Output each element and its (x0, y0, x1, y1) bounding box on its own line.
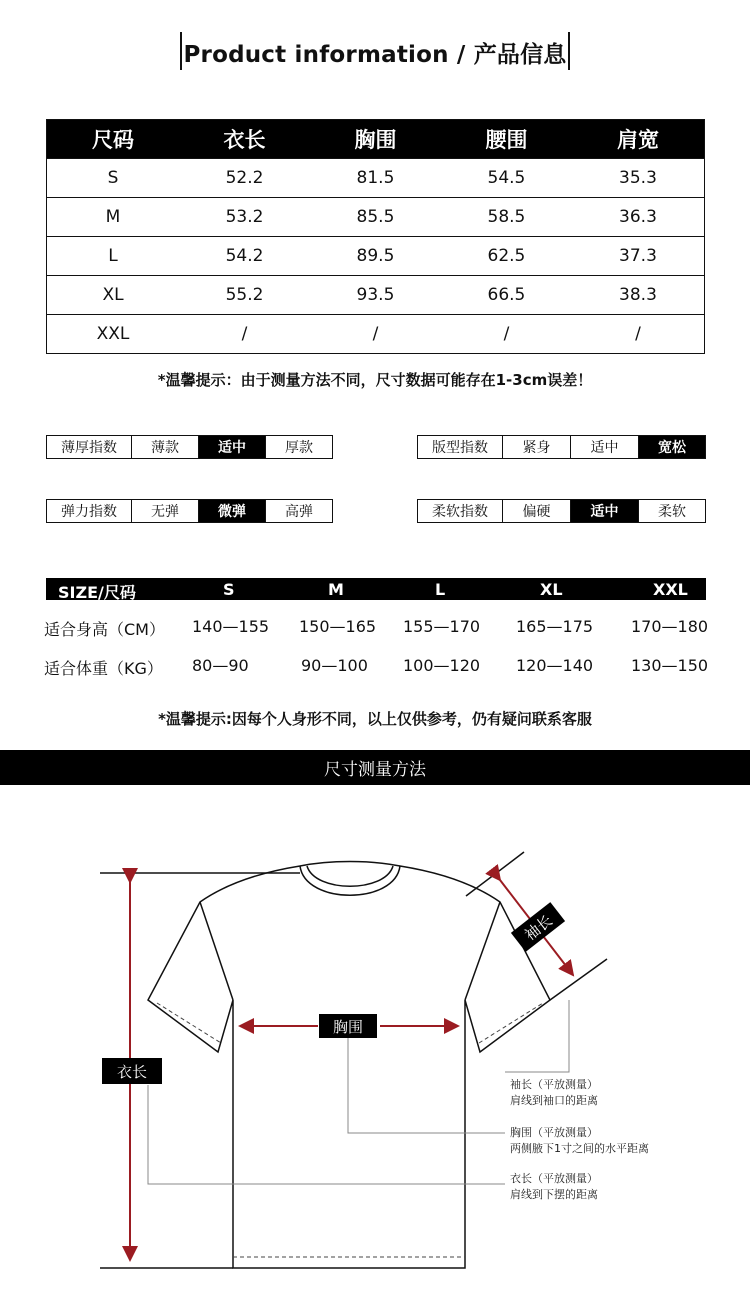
table-row (47, 315, 705, 354)
index-option: 适中 (198, 436, 265, 458)
index-option: 无弹 (131, 500, 198, 522)
fit-cell: 150—165 (299, 617, 377, 636)
fit-cell: 170—180 (631, 617, 709, 636)
legend-length (510, 1171, 598, 1203)
table-cell: 93.5 (310, 276, 441, 315)
stitch-lines (157, 1003, 543, 1257)
index-option: 适中 (570, 436, 638, 458)
fit-table-header (46, 578, 706, 600)
length-label: 衣长 (102, 1058, 162, 1084)
fit-header-cell: XXL (653, 580, 688, 599)
index-option: 偏硬 (502, 500, 570, 522)
index-label: 薄厚指数 (61, 440, 117, 456)
legend-chest (510, 1125, 649, 1157)
table-cell: 54.2 (179, 237, 310, 276)
legend-desc: 肩线到下摆的距离 (510, 1188, 598, 1201)
page-title: Product information / 产品信息 (183, 42, 567, 68)
table-row (47, 237, 705, 276)
chest-label: 胸围 (319, 1014, 377, 1038)
table-cell: 55.2 (179, 276, 310, 315)
table-cell: / (572, 315, 705, 354)
header-length: 衣长 (179, 120, 310, 159)
table-cell: / (179, 315, 310, 354)
legend-sleeve (510, 1077, 598, 1109)
size-table (46, 119, 705, 354)
fit-header-cell: S (223, 580, 235, 599)
table-cell: 52.2 (179, 159, 310, 198)
table-cell: 38.3 (572, 276, 705, 315)
elasticity-index (46, 499, 333, 523)
header-size: 尺码 (47, 120, 180, 159)
index-option: 高弹 (265, 500, 332, 522)
index-label: 版型指数 (432, 440, 488, 456)
index-option: 薄款 (131, 436, 198, 458)
index-option: 厚款 (265, 436, 332, 458)
sleeve-label: 袖长 (511, 902, 565, 952)
table-row (47, 159, 705, 198)
table-cell: 89.5 (310, 237, 441, 276)
header-shoulder: 肩宽 (572, 120, 705, 159)
measurement-section-banner: 尺寸测量方法 (0, 750, 750, 785)
title-right-bar (568, 32, 570, 70)
fit-cell: 120—140 (516, 656, 594, 675)
table-cell: S (47, 159, 180, 198)
index-option: 柔软 (638, 500, 705, 522)
fit-index (417, 435, 706, 459)
table-cell: / (441, 315, 572, 354)
table-cell: 62.5 (441, 237, 572, 276)
fit-note: *温馨提示:因每个人身形不同，以上仅供参考，仍有疑问联系客服 (158, 710, 592, 728)
softness-index (417, 499, 706, 523)
legend-desc: 两侧腋下1寸之间的水平距离 (510, 1142, 649, 1155)
table-cell: 36.3 (572, 198, 705, 237)
table-row (47, 276, 705, 315)
fit-cell: 155—170 (403, 617, 481, 636)
table-cell: 85.5 (310, 198, 441, 237)
fit-row-label: 适合体重（KG） (44, 659, 163, 678)
table-cell: 53.2 (179, 198, 310, 237)
index-option: 紧身 (502, 436, 570, 458)
index-option: 微弹 (198, 500, 265, 522)
table-cell: 66.5 (441, 276, 572, 315)
fit-cell: 140—155 (192, 617, 270, 636)
fit-cell: 165—175 (516, 617, 594, 636)
fit-cell: 90—100 (301, 656, 368, 675)
table-cell: M (47, 198, 180, 237)
table-cell: L (47, 237, 180, 276)
index-option: 适中 (570, 500, 638, 522)
fit-cell: 100—120 (403, 656, 481, 675)
fit-cell: 130—150 (631, 656, 709, 675)
table-cell: 58.5 (441, 198, 572, 237)
fit-cell: 80—90 (192, 656, 249, 675)
table-cell: XXL (47, 315, 180, 354)
legend-title: 袖长（平放测量） (510, 1078, 598, 1091)
table-cell: 37.3 (572, 237, 705, 276)
page-title-block (180, 32, 570, 72)
tshirt-diagram (0, 790, 750, 1300)
fit-header-size: SIZE/尺码 (58, 583, 136, 602)
legend-title: 衣长（平放测量） (510, 1172, 598, 1185)
header-chest: 胸围 (310, 120, 441, 159)
index-option: 宽松 (638, 436, 705, 458)
fit-header-cell: XL (540, 580, 563, 599)
index-label: 柔软指数 (432, 504, 488, 520)
size-table-header (47, 120, 705, 159)
table-cell: 54.5 (441, 159, 572, 198)
table-cell: 81.5 (310, 159, 441, 198)
legend-desc: 肩线到袖口的距离 (510, 1094, 598, 1107)
fit-header-cell: L (435, 580, 446, 599)
tshirt-outline-icon (148, 862, 550, 1269)
index-label: 弹力指数 (61, 504, 117, 520)
fit-row-label: 适合身高（CM） (44, 620, 165, 639)
table-cell: XL (47, 276, 180, 315)
table-cell: / (310, 315, 441, 354)
header-waist: 腰围 (441, 120, 572, 159)
table-cell: 35.3 (572, 159, 705, 198)
thickness-index (46, 435, 333, 459)
measure-note: *温馨提示：由于测量方法不同，尺寸数据可能存在1-3cm误差！ (157, 371, 593, 389)
fit-header-cell: M (328, 580, 344, 599)
legend-title: 胸围（平放测量） (510, 1126, 598, 1139)
table-row (47, 198, 705, 237)
